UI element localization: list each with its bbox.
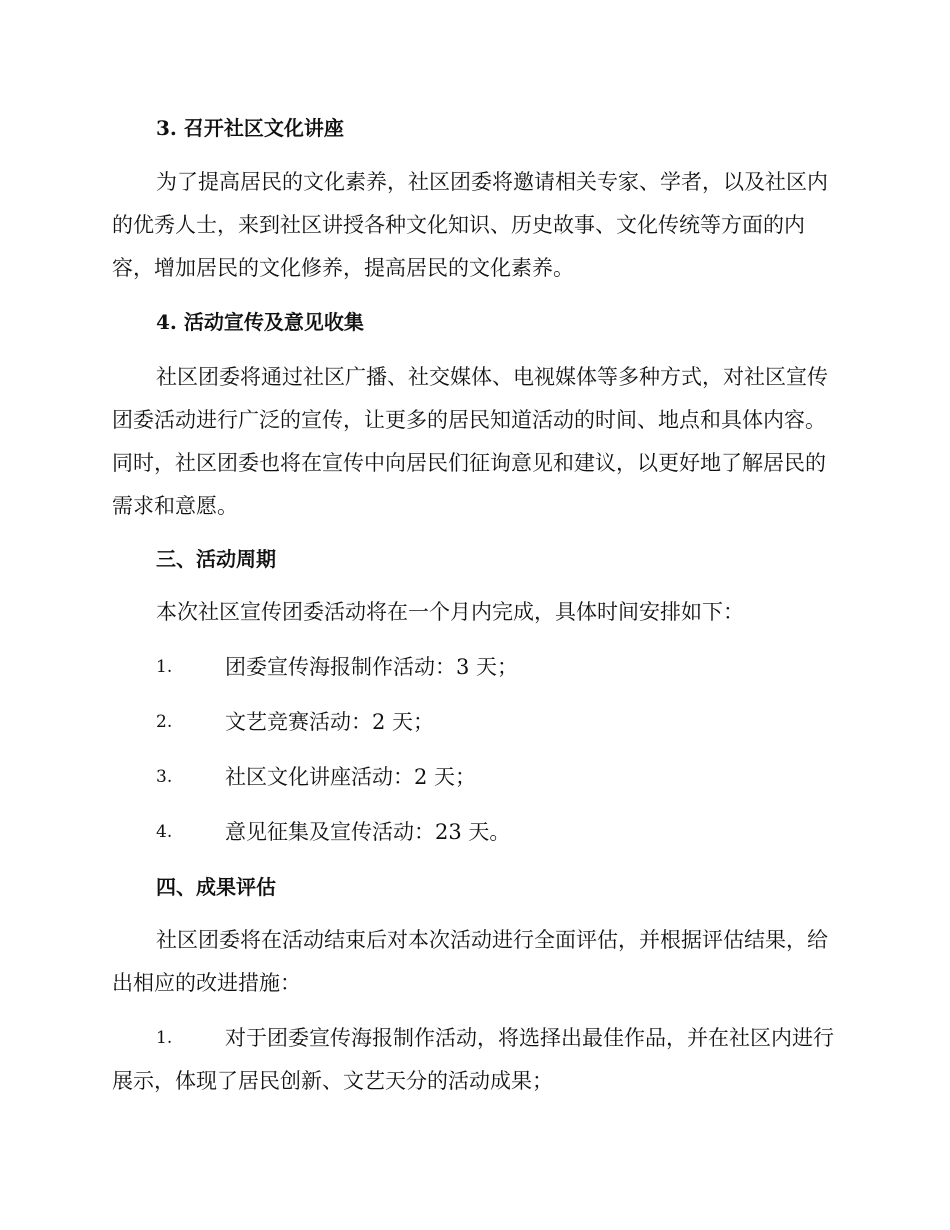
period-list-item bbox=[112, 817, 834, 847]
section-4-paragraph: 社区团委将通过社区广播、社交媒体、电视媒体等多种方式，对社区宣传团委活动进行广泛的宣传，让更多的居民知道活动的时间、地点和具体内容。同时，社区团委也将在宣传中向居民们征询意见和建议，以更好地了解居民的需求和意愿。 bbox=[112, 365, 828, 518]
period-list-item bbox=[112, 652, 834, 682]
list-text: 意见征集及宣传活动：23 天。 bbox=[225, 820, 511, 844]
list-text: 团委宣传海报制作活动：3 天； bbox=[225, 655, 519, 679]
section-3-paragraph: 为了提高居民的文化素养，社区团委将邀请相关专家、学者，以及社区内的优秀人士，来到社区讲授各种文化知识、历史故事、文化传统等方面的内容，增加居民的文化修养，提高居民的文化素养。 bbox=[112, 170, 828, 280]
evaluation-intro: 社区团委将在活动结束后对本次活动进行全面评估，并根据评估结果，给出相应的改进措施： bbox=[112, 928, 828, 995]
list-number: 4. bbox=[156, 822, 173, 842]
list-number: 1. bbox=[156, 657, 173, 677]
list-number: 2. bbox=[156, 712, 173, 732]
list-number: 1. bbox=[156, 1028, 173, 1048]
evaluation-list-item bbox=[112, 1017, 834, 1103]
period-list-item bbox=[112, 707, 834, 737]
list-text: 文艺竞赛活动：2 天； bbox=[225, 710, 435, 734]
period-list-item bbox=[112, 762, 834, 792]
section-3-heading: 3. 召开社区文化讲座 bbox=[156, 116, 344, 140]
period-heading: 三、活动周期 bbox=[156, 547, 276, 571]
section-4-heading: 4. 活动宣传及意见收集 bbox=[156, 310, 364, 334]
list-text: 对于团委宣传海报制作活动，将选择出最佳作品，并在社区内进行展示，体现了居民创新、文艺天分的活动成果； bbox=[112, 1026, 834, 1093]
list-text: 社区文化讲座活动：2 天； bbox=[225, 765, 477, 789]
evaluation-heading: 四、成果评估 bbox=[156, 875, 276, 899]
period-intro: 本次社区宣传团委活动将在一个月内完成，具体时间安排如下： bbox=[156, 600, 744, 624]
list-number: 3. bbox=[156, 767, 173, 787]
